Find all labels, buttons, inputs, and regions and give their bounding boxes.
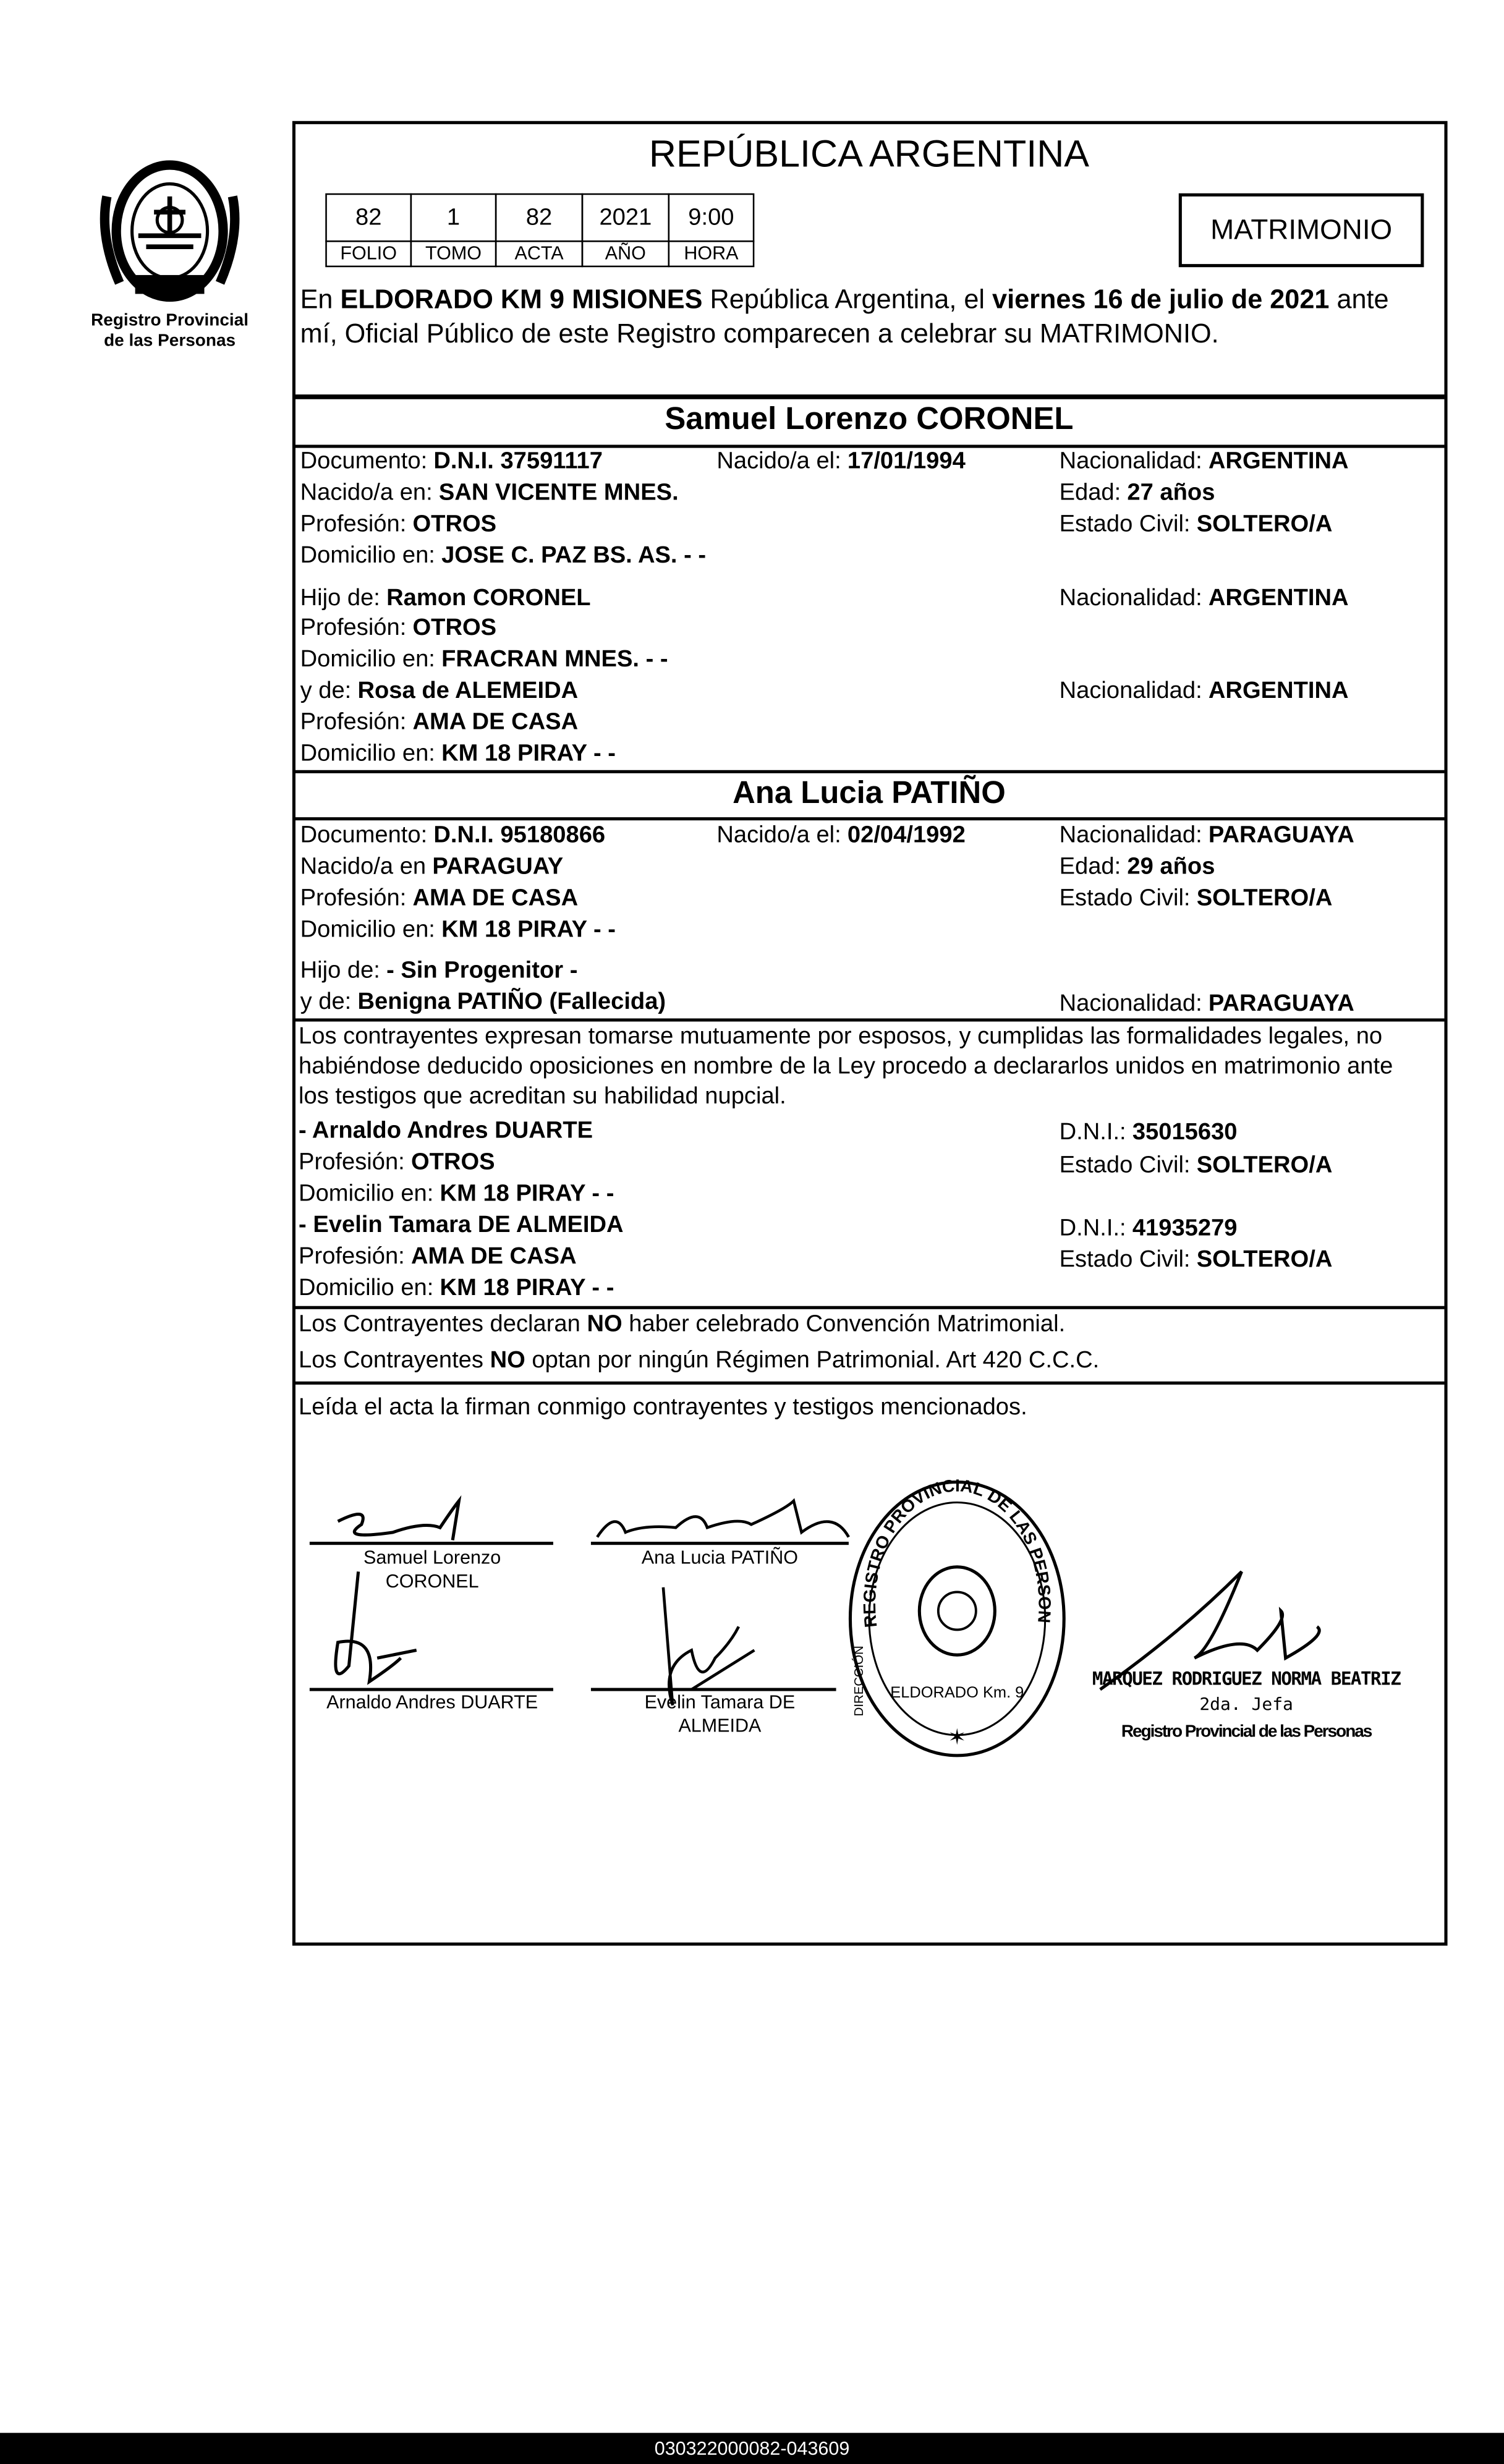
groom-mother: y de: Rosa de ALEMEIDA <box>300 677 579 704</box>
logo-caption-line1: Registro Provincial <box>91 311 249 330</box>
groom-father: Hijo de: Ramon CORONEL <box>300 584 591 611</box>
groom-mother-address: Domicilio en: KM 18 PIRAY - - <box>300 740 616 767</box>
closing-text: Leída el acta la firman conmigo contrayentes y testigos mencionados. <box>299 1394 1027 1421</box>
official-name: MARQUEZ RODRIGUEZ NORMA BEATRIZ <box>1092 1667 1401 1690</box>
bride-document: Documento: D.N.I. 95180866 <box>300 822 606 849</box>
groom-father-address: Domicilio en: FRACRAN MNES. - - <box>300 645 668 673</box>
hora-value: 9:00 <box>668 193 755 242</box>
intro-text: ante <box>1336 284 1389 315</box>
official-seal-stamp <box>846 1477 1069 1761</box>
intro-place: ELDORADO KM 9 MISIONES <box>340 284 703 315</box>
witness-1-address: Domicilio en: KM 18 PIRAY - - <box>299 1180 614 1207</box>
groom-father-profession: Profesión: OTROS <box>300 614 497 642</box>
signature-label-bride: Ana Lucia PATIÑO <box>641 1546 799 1569</box>
signature-label-witness-1: Arnaldo Andres DUARTE <box>326 1691 538 1714</box>
groom-birth-place: Nacido/a en: SAN VICENTE MNES. <box>300 479 679 506</box>
witness-1-profession: Profesión: OTROS <box>299 1149 495 1176</box>
witness-2-civil-status: Estado Civil: SOLTERO/A <box>1059 1246 1333 1273</box>
groom-name: Samuel Lorenzo CORONEL <box>665 402 1074 437</box>
groom-mother-nationality: Nacionalidad: ARGENTINA <box>1059 677 1349 704</box>
svg-text:✶: ✶ <box>948 1725 967 1750</box>
groom-profession: Profesión: OTROS <box>300 511 497 538</box>
groom-mother-profession: Profesión: AMA DE CASA <box>300 708 579 736</box>
groom-nationality: Nacionalidad: ARGENTINA <box>1059 448 1349 475</box>
intro-text: República Argentina, el <box>710 284 985 315</box>
groom-document: Documento: D.N.I. 37591117 <box>300 448 603 475</box>
acta-label: ACTA <box>495 240 583 267</box>
declaration-line-3: los testigos que acreditan su habilidad nupcial. <box>299 1082 786 1110</box>
declaration-line-1: Los contrayentes expresan tomarse mutuamente por esposos, y cumplidas las formalidades legales, no <box>299 1023 1383 1050</box>
witness-1-name: - Arnaldo Andres DUARTE <box>299 1117 593 1144</box>
regime-line-1: Los Contrayentes declaran NO haber celebrado Convención Matrimonial. <box>299 1311 1066 1338</box>
folio-value: 82 <box>325 193 412 242</box>
regime-line-2: Los Contrayentes NO optan por ningún Régimen Patrimonial. Art 420 C.C.C. <box>299 1346 1100 1374</box>
groom-civil-status: Estado Civil: SOLTERO/A <box>1059 511 1333 538</box>
seal-text: REGISTRO PROVINCIAL DE LAS PERSON <box>859 1477 1055 1629</box>
witness-2-profession: Profesión: AMA DE CASA <box>299 1243 577 1270</box>
footer-bar <box>0 2433 1504 2464</box>
signature-label-groom: Samuel Lorenzo CORONEL <box>363 1546 501 1592</box>
anio-label: AÑO <box>582 240 669 267</box>
signature-line-groom <box>310 1542 553 1544</box>
bride-civil-status: Estado Civil: SOLTERO/A <box>1059 885 1333 912</box>
bride-age: Edad: 29 años <box>1059 853 1215 880</box>
signature-line-witness-1 <box>310 1688 553 1691</box>
official-role: 2da. Jefa <box>1199 1694 1293 1715</box>
bride-name: Ana Lucia PATIÑO <box>733 776 1006 811</box>
tomo-value: 1 <box>410 193 497 242</box>
bride-address: Domicilio en: KM 18 PIRAY - - <box>300 916 616 943</box>
signature-label-witness-2: Evelin Tamara DE ALMEIDA <box>644 1691 796 1737</box>
logo-caption-line2: de las Personas <box>104 331 236 350</box>
anio-value: 2021 <box>582 193 669 242</box>
signature-line-bride <box>591 1542 849 1544</box>
witness-2-address: Domicilio en: KM 18 PIRAY - - <box>299 1274 614 1302</box>
hora-label: HORA <box>668 240 755 267</box>
acta-value: 82 <box>495 193 583 242</box>
signature-line-witness-2 <box>591 1688 836 1691</box>
intro-text: En <box>300 284 333 315</box>
bride-mother: y de: Benigna PATIÑO (Fallecida) <box>300 988 666 1016</box>
bride-nationality: Nacionalidad: PARAGUAYA <box>1059 822 1354 849</box>
official-office: Registro Provincial de las Personas <box>1121 1722 1372 1741</box>
bride-birth-place: Nacido/a en PARAGUAY <box>300 853 564 880</box>
act-type-box: MATRIMONIO <box>1179 193 1424 267</box>
bride-father: Hijo de: - Sin Progenitor - <box>300 957 578 984</box>
official-signature-block <box>1073 1666 1419 1744</box>
tomo-label: TOMO <box>410 240 497 267</box>
groom-birth-date: Nacido/a el: 17/01/1994 <box>716 448 966 475</box>
groom-address: Domicilio en: JOSE C. PAZ BS. AS. - - <box>300 542 707 569</box>
document-barcode-number: 030322000082-043609 <box>654 2437 850 2460</box>
bride-birth-date: Nacido/a el: 02/04/1992 <box>716 822 966 849</box>
declaration-line-2: habiéndose deducido oposiciones en nombre de la Ley procedo a declararlos unidos en matrimonio ante <box>299 1053 1393 1080</box>
seal-inner-text: ELDORADO Km. 9 <box>890 1683 1024 1701</box>
country-title: REPÚBLICA ARGENTINA <box>648 134 1089 176</box>
intro-date: viernes 16 de julio de 2021 <box>992 284 1330 315</box>
svg-text:REGISTRO PROVINCIAL DE LAS PER <box>846 1477 1055 1628</box>
groom-age: Edad: 27 años <box>1059 479 1215 506</box>
bride-mother-nationality: Nacionalidad: PARAGUAYA <box>1059 990 1354 1017</box>
witness-1-civil-status: Estado Civil: SOLTERO/A <box>1059 1152 1333 1179</box>
bride-profession: Profesión: AMA DE CASA <box>300 885 579 912</box>
seal-left-text: DIRECCIÓN <box>852 1646 866 1717</box>
intro-line-2: mí, Oficial Público de este Registro comparecen a celebrar su MATRIMONIO. <box>300 319 1219 349</box>
witness-2-dni: D.N.I.: 41935279 <box>1059 1215 1238 1242</box>
groom-father-nationality: Nacionalidad: ARGENTINA <box>1059 584 1349 611</box>
witness-2-name: - Evelin Tamara DE ALMEIDA <box>299 1212 624 1239</box>
folio-label: FOLIO <box>325 240 412 267</box>
witness-1-dni: D.N.I.: 35015630 <box>1059 1119 1238 1146</box>
